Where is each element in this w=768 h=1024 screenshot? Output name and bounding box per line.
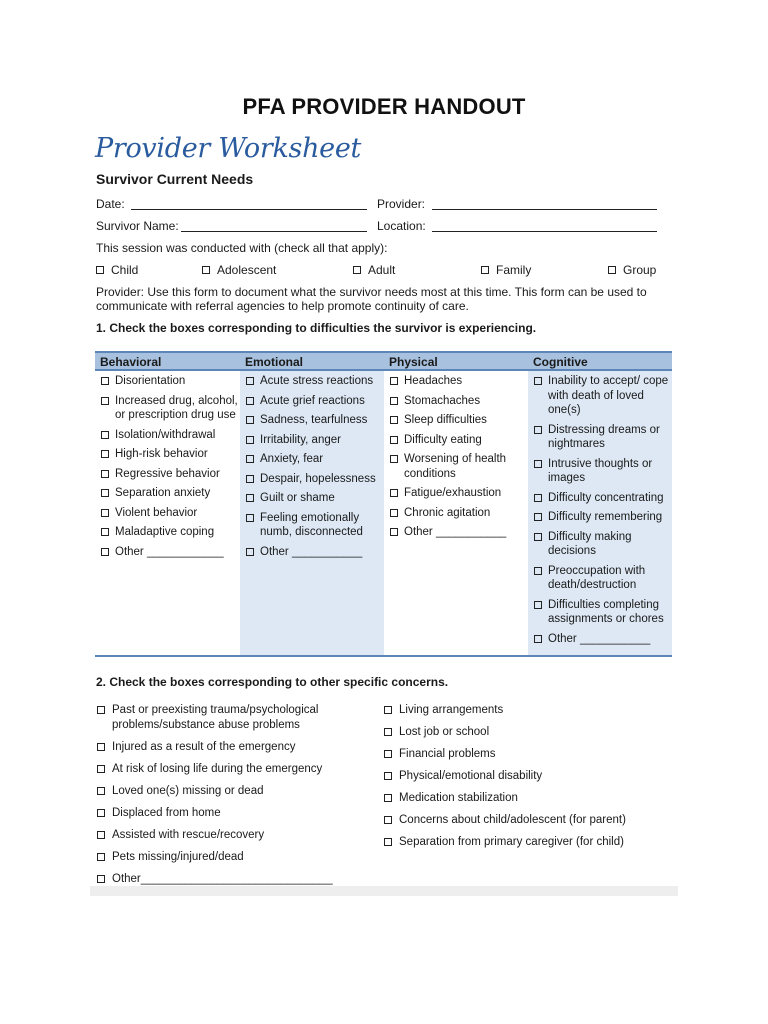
question-2: 2. Check the boxes corresponding to other specific concerns. xyxy=(96,675,449,689)
item-label: Chronic agitation xyxy=(404,506,491,519)
checkbox[interactable] xyxy=(608,266,616,274)
worksheet-heading: Provider Worksheet xyxy=(95,133,362,164)
item-label: Sleep difficulties xyxy=(404,414,487,426)
item-label: Other ____________ xyxy=(115,545,224,558)
column-physical xyxy=(384,351,528,657)
item-label: Worsening of health conditions xyxy=(404,453,507,480)
provider-note: Provider: Use this form to document what the survivor needs most at this time. This form can be used to communicate with referral agencies to help promote continuity of care. xyxy=(96,285,647,313)
session-option-child[interactable] xyxy=(96,263,138,277)
item-label: Despair, hopelessness xyxy=(260,472,376,485)
checkbox[interactable] xyxy=(390,416,398,424)
checkbox[interactable] xyxy=(390,528,398,536)
checklist-item[interactable] xyxy=(95,545,240,560)
checkbox[interactable] xyxy=(202,266,210,274)
checkbox[interactable] xyxy=(481,266,489,274)
checklist-item[interactable] xyxy=(384,433,528,448)
checkbox[interactable] xyxy=(384,816,392,824)
session-option-group[interactable] xyxy=(608,263,656,277)
checklist-item[interactable] xyxy=(384,506,528,521)
checkbox[interactable] xyxy=(390,509,398,517)
concern-item[interactable] xyxy=(384,747,689,762)
column-emotional xyxy=(240,351,384,657)
checklist-item[interactable] xyxy=(240,413,384,428)
section-heading: Survivor Current Needs xyxy=(96,171,254,187)
checklist-item[interactable] xyxy=(240,511,384,540)
checkbox[interactable] xyxy=(97,706,105,714)
checkbox[interactable] xyxy=(101,431,109,439)
item-label: Headaches xyxy=(404,375,463,387)
concern-item[interactable] xyxy=(384,835,689,850)
checklist-item[interactable] xyxy=(240,545,384,560)
checkbox[interactable] xyxy=(384,838,392,846)
concern-item[interactable] xyxy=(97,762,387,777)
item-label: At risk of losing life during the emergency xyxy=(112,763,323,775)
item-label: Other______________________________ xyxy=(112,873,333,885)
item-label: Isolation/withdrawal xyxy=(115,428,216,441)
checkbox[interactable] xyxy=(534,426,542,434)
option-label: Child xyxy=(111,263,139,277)
checklist-item[interactable] xyxy=(384,394,528,409)
concern-item[interactable] xyxy=(384,769,689,784)
checklist-item[interactable] xyxy=(528,632,672,647)
item-label: Maladaptive coping xyxy=(115,526,215,538)
item-label: Intrusive thoughts or images xyxy=(548,457,653,484)
checklist-item[interactable] xyxy=(384,413,528,428)
checklist-item[interactable] xyxy=(240,394,384,409)
checkbox[interactable] xyxy=(534,635,542,643)
concern-item[interactable] xyxy=(384,813,689,828)
item-label: Violent behavior xyxy=(115,506,198,519)
item-label: Loved one(s) missing or dead xyxy=(112,785,264,797)
checkbox[interactable] xyxy=(390,397,398,405)
checkbox[interactable] xyxy=(246,436,254,444)
column-body xyxy=(528,371,672,657)
checkbox[interactable] xyxy=(534,533,542,541)
item-label: Difficulty making decisions xyxy=(548,530,632,557)
item-label: Sadness, tearfulness xyxy=(260,414,368,426)
provider-field[interactable] xyxy=(432,209,657,210)
date-label: Date: xyxy=(96,197,125,211)
column-body xyxy=(384,371,528,657)
concern-item[interactable] xyxy=(97,806,387,821)
checkbox[interactable] xyxy=(97,853,105,861)
session-option-adolescent[interactable] xyxy=(202,263,276,277)
concern-item[interactable] xyxy=(97,703,387,732)
checkbox[interactable] xyxy=(353,266,361,274)
checklist-item[interactable] xyxy=(95,447,240,462)
item-label: Physical/emotional disability xyxy=(399,770,543,782)
item-label: Difficulties completing assignments or chores xyxy=(548,598,664,625)
item-label: Disorientation xyxy=(115,375,186,387)
checkbox[interactable] xyxy=(534,494,542,502)
page-title: PFA PROVIDER HANDOUT xyxy=(242,94,526,119)
item-label: Difficulty remembering xyxy=(548,511,663,523)
item-label: Fatigue/exhaustion xyxy=(404,487,502,499)
item-label: Guilt or shame xyxy=(260,492,335,504)
checkbox[interactable] xyxy=(101,548,109,556)
item-label: Financial problems xyxy=(399,748,496,760)
item-label: Regressive behavior xyxy=(115,467,220,480)
checkbox[interactable] xyxy=(534,513,542,521)
concern-item[interactable] xyxy=(97,740,387,755)
item-label: Acute stress reactions xyxy=(260,375,374,387)
column-behavioral xyxy=(95,351,240,657)
checkbox[interactable] xyxy=(101,509,109,517)
checkbox[interactable] xyxy=(101,397,109,405)
item-label: Anxiety, fear xyxy=(260,453,324,465)
option-label: Family xyxy=(496,263,532,277)
checkbox[interactable] xyxy=(246,397,254,405)
location-label: Location: xyxy=(377,219,426,233)
concern-item[interactable] xyxy=(97,872,387,887)
checklist-item[interactable] xyxy=(240,452,384,467)
checkbox[interactable] xyxy=(384,728,392,736)
checklist-item[interactable] xyxy=(528,598,672,627)
session-instructions: This session was conducted with (check all that apply): xyxy=(96,241,388,255)
checklist-item[interactable] xyxy=(95,486,240,501)
item-label: Acute grief reactions xyxy=(260,394,365,407)
checkbox[interactable] xyxy=(97,787,105,795)
column-cognitive xyxy=(528,351,672,657)
checkbox[interactable] xyxy=(101,450,109,458)
checkbox[interactable] xyxy=(246,494,254,502)
item-label: Separation from primary caregiver (for child) xyxy=(399,836,624,848)
checklist-item[interactable] xyxy=(240,491,384,506)
question-1: 1. Check the boxes corresponding to difficulties the survivor is experiencing. xyxy=(96,321,537,335)
item-label: Distressing dreams or nightmares xyxy=(548,423,660,450)
checklist-item[interactable] xyxy=(95,525,240,540)
bottom-band xyxy=(90,886,678,896)
checkbox[interactable] xyxy=(101,377,109,385)
item-label: Separation anxiety xyxy=(115,487,211,499)
checkbox[interactable] xyxy=(97,875,105,883)
checkbox[interactable] xyxy=(246,475,254,483)
item-label: Irritability, anger xyxy=(260,433,341,446)
checkbox[interactable] xyxy=(390,489,398,497)
item-label: Other ___________ xyxy=(260,545,363,558)
item-label: Pets missing/injured/dead xyxy=(112,851,244,863)
column-header: Behavioral xyxy=(95,351,240,371)
checklist-item[interactable] xyxy=(240,374,384,389)
checkbox[interactable] xyxy=(246,377,254,385)
checklist-item[interactable] xyxy=(384,374,528,389)
item-label: Difficulty concentrating xyxy=(548,491,664,504)
item-label: Increased drug, alcohol, or prescription drug use xyxy=(115,394,238,421)
checklist-item[interactable] xyxy=(95,506,240,521)
item-label: Difficulty eating xyxy=(404,433,482,446)
checklist-item[interactable] xyxy=(384,452,528,481)
checkbox[interactable] xyxy=(246,416,254,424)
item-label: Injured as a result of the emergency xyxy=(112,741,296,753)
option-label: Group xyxy=(623,263,657,277)
checklist-item[interactable] xyxy=(528,564,672,593)
session-option-adult[interactable] xyxy=(353,263,395,277)
concern-item[interactable] xyxy=(384,703,689,718)
checkbox[interactable] xyxy=(534,567,542,575)
checkbox[interactable] xyxy=(97,743,105,751)
item-label: High-risk behavior xyxy=(115,448,208,460)
checklist-item[interactable] xyxy=(528,457,672,486)
item-label: Lost job or school xyxy=(399,726,490,738)
item-label: Other ___________ xyxy=(404,526,507,538)
column-header: Emotional xyxy=(240,351,384,371)
item-label: Displaced from home xyxy=(112,807,221,819)
checkbox[interactable] xyxy=(97,809,105,817)
item-label: Assisted with rescue/recovery xyxy=(112,829,265,841)
difficulties-table xyxy=(95,351,672,657)
checklist-item[interactable] xyxy=(95,394,240,423)
checkbox[interactable] xyxy=(534,460,542,468)
checklist-item[interactable] xyxy=(384,486,528,501)
checkbox[interactable] xyxy=(97,831,105,839)
checklist-item[interactable] xyxy=(528,510,672,525)
survivor-name-label: Survivor Name: xyxy=(96,219,179,233)
checkbox[interactable] xyxy=(390,377,398,385)
date-field[interactable] xyxy=(131,209,367,210)
column-body xyxy=(240,371,384,657)
checkbox[interactable] xyxy=(384,794,392,802)
checkbox[interactable] xyxy=(384,772,392,780)
checkbox[interactable] xyxy=(246,514,254,522)
checklist-item[interactable] xyxy=(240,433,384,448)
concern-item[interactable] xyxy=(384,725,689,740)
item-label: Stomachaches xyxy=(404,394,481,407)
checklist-item[interactable] xyxy=(95,428,240,443)
survivor-name-field[interactable] xyxy=(181,231,367,232)
provider-label: Provider: xyxy=(377,197,426,211)
checkbox[interactable] xyxy=(96,266,104,274)
checkbox[interactable] xyxy=(534,377,542,385)
checkbox[interactable] xyxy=(246,548,254,556)
checkbox[interactable] xyxy=(246,455,254,463)
checkbox[interactable] xyxy=(101,489,109,497)
checklist-item[interactable] xyxy=(528,530,672,559)
session-option-family[interactable] xyxy=(481,263,531,277)
concern-item[interactable] xyxy=(384,791,689,806)
item-label: Other ___________ xyxy=(548,632,651,645)
checklist-item[interactable] xyxy=(528,423,672,452)
checkbox[interactable] xyxy=(97,765,105,773)
item-label: Living arrangements xyxy=(399,704,504,716)
item-label: Past or preexisting trauma/psychological problems/substance abuse problems xyxy=(112,704,319,731)
checkbox[interactable] xyxy=(384,750,392,758)
concern-item[interactable] xyxy=(97,828,387,843)
option-label: Adolescent xyxy=(217,263,277,277)
item-label: Medication stabilization xyxy=(399,792,518,804)
checklist-item[interactable] xyxy=(95,374,240,389)
checklist-item[interactable] xyxy=(384,525,528,540)
concern-item[interactable] xyxy=(97,784,387,799)
checkbox[interactable] xyxy=(390,455,398,463)
checkbox[interactable] xyxy=(384,706,392,714)
checklist-item[interactable] xyxy=(528,374,672,418)
item-label: Feeling emotionally numb, disconnected xyxy=(260,511,363,538)
checkbox[interactable] xyxy=(101,528,109,536)
location-field[interactable] xyxy=(432,231,657,232)
item-label: Inability to accept/ cope with death of loved one(s) xyxy=(548,375,669,416)
item-label: Concerns about child/adolescent (for parent) xyxy=(399,814,626,826)
column-header: Cognitive xyxy=(528,351,672,371)
checklist-item[interactable] xyxy=(240,472,384,487)
checklist-item[interactable] xyxy=(528,491,672,506)
column-body xyxy=(95,371,240,657)
item-label: Preoccupation with death/destruction xyxy=(548,564,646,591)
checkbox[interactable] xyxy=(101,470,109,478)
option-label: Adult xyxy=(368,263,396,277)
checkbox[interactable] xyxy=(534,601,542,609)
concern-item[interactable] xyxy=(97,850,387,865)
checklist-item[interactable] xyxy=(95,467,240,482)
checkbox[interactable] xyxy=(390,436,398,444)
column-header: Physical xyxy=(384,351,528,371)
